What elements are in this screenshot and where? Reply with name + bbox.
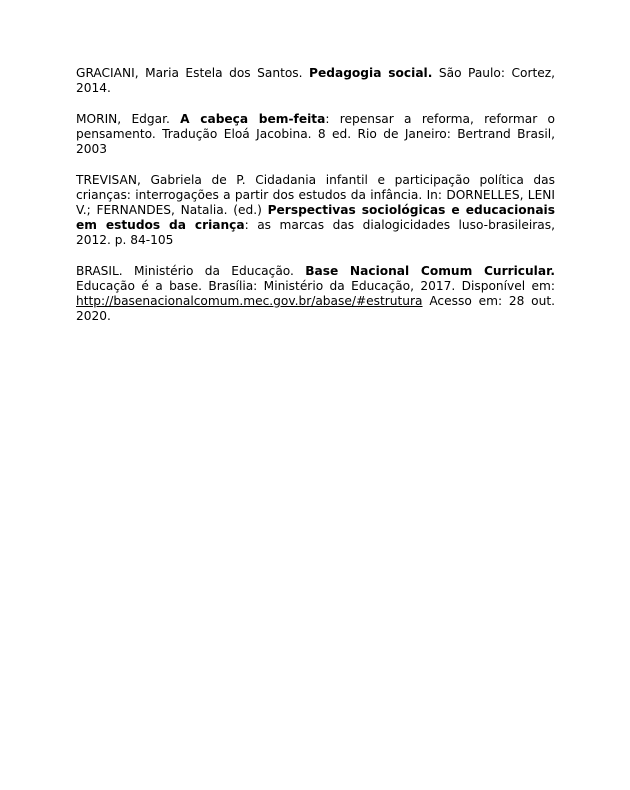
reference-item — [76, 173, 555, 248]
reference-title: Pedagogia social. — [309, 66, 433, 80]
reference-title: Base Nacional Comum Curricular. — [305, 264, 555, 278]
reference-details: : repensar a reforma, reformar o pensamento. Tradução Eloá Jacobina. 8 ed. Rio de Janeiro: Bertrand Brasil, 2003 — [76, 112, 555, 156]
reference-link[interactable]: http://basenacionalcomum.mec.gov.br/abase/#estrutura — [76, 294, 423, 308]
reference-title: Perspectivas sociológicas e educacionais em estudos da criança — [76, 203, 555, 232]
reference-details: : as marcas das dialogicidades luso-brasileiras, 2012. p. 84-105 — [76, 218, 555, 247]
reference-list — [76, 66, 555, 340]
reference-details: São Paulo: Cortez, 2014. — [76, 66, 556, 95]
reference-item — [76, 66, 555, 96]
reference-authors: TREVISAN, Gabriela de P. Cidadania infantil e participação política das crianças: interrogações a partir dos estudos da infância. In: DORNELLES, LENI V.; FERNANDES, Natalia. (ed.) — [76, 173, 555, 217]
reference-authors: GRACIANI, Maria Estela dos Santos. — [76, 66, 303, 80]
reference-item — [76, 112, 555, 157]
reference-authors: BRASIL. Ministério da Educação. — [76, 264, 294, 278]
reference-title: A cabeça bem-feita — [180, 112, 326, 126]
reference-access-date: Acesso em: 28 out. 2020. — [76, 294, 555, 323]
reference-authors: MORIN, Edgar. — [76, 112, 170, 126]
reference-details: Educação é a base. Brasília: Ministério da Educação, 2017. Disponível em: — [76, 279, 555, 293]
reference-item — [76, 264, 555, 324]
